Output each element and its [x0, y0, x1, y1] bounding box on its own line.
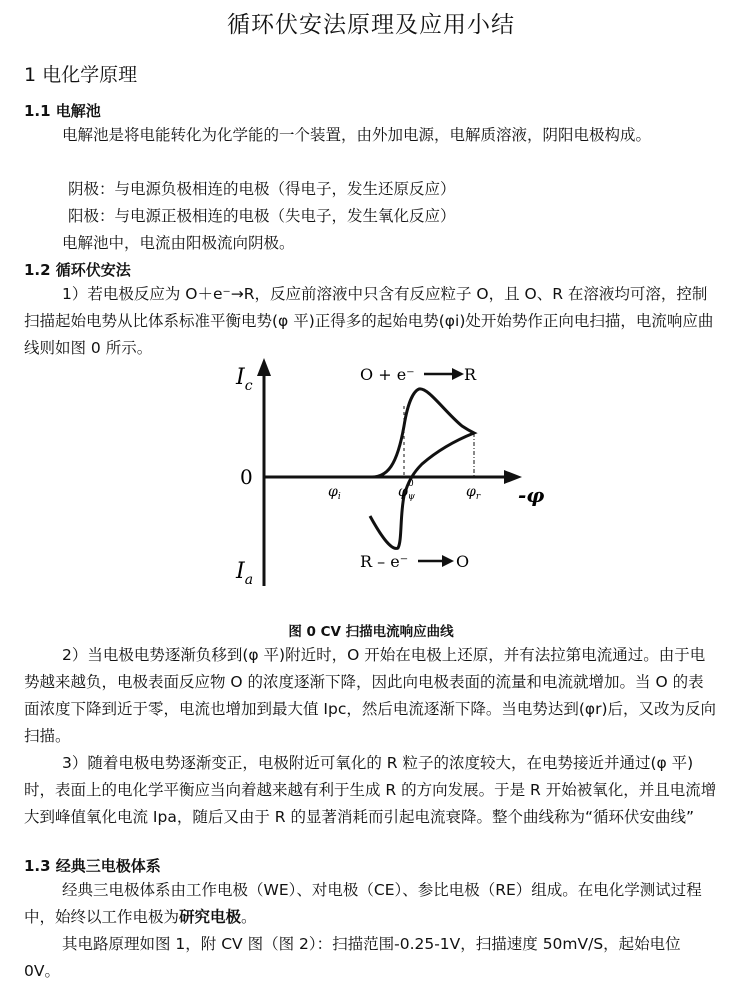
- paragraph-cv-step-1: 1）若电极反应为 O＋e⁻→R，反应前溶液中只含有反应粒子 O，且 O、R 在溶液均可溶，控制扫描起始电势从比体系标准平衡电势(φ 平)正得多的起始电势(φi)处开始势作正向电扫描，电流响应曲线则如图 0 所示。: [24, 285, 714, 357]
- phi-eq-label: $\varphi_\psi$: [398, 484, 415, 502]
- paragraph-electrolytic-cell: 电解池是将电能转化为化学能的一个装置，由外加电源，电解质溶液，阴阳电极构成。: [62, 126, 652, 144]
- phi-r-label: $\varphi_r$: [466, 484, 481, 502]
- figure-caption: 图 0 CV 扫描电流响应曲线: [288, 624, 454, 640]
- page-title: 循环伏安法原理及应用小结: [227, 12, 515, 38]
- zero-label: 0: [240, 465, 253, 489]
- cv-curve: [332, 389, 474, 549]
- subsection-heading-1-3: 1.3 经典三电极体系: [24, 857, 161, 875]
- three-electrode-text: 经典三电极体系由工作电极（WE）、对电极（CE）、参比电极（RE）组成。在电化学测试过程中，始终以工作电极为: [24, 881, 702, 926]
- oxidation-product-label: O: [456, 552, 470, 571]
- paragraph-circuit-principle: 其电路原理如图 1，附 CV 图（图 2）：扫描范围-0.25-1V，扫描速度 50mV/S，起始电位 0V。: [24, 935, 681, 980]
- three-electrode-end: 。: [241, 908, 257, 926]
- anode-definition: 阳极：与电源正极相连的电极（失电子，发生氧化反应）: [68, 207, 456, 225]
- current-axis-arrow: [257, 358, 271, 376]
- paragraph-cv-step-3: 3）随着电极电势逐渐变正，电极附近可氧化的 R 粒子的浓度较大，在电势接近并通过(φ 平)时，表面上的电化学平衡应当向着越来越有利于生成 R 的方向发展。于是 R 开始被氧化，并且电流增大到峰值氧化电流 Ipa，随后又由于 R 的显著消耗而引起电流衰降。整个曲线称为“循环伏安曲线”: [24, 754, 717, 826]
- reduction-reaction-label: O + e⁻: [360, 365, 415, 384]
- potential-axis-arrow: [504, 470, 522, 484]
- cathode-definition: 阴极：与电源负极相连的电极（得电子，发生还原反应）: [68, 180, 456, 198]
- phi-eq-superscript: 0: [408, 479, 414, 489]
- neg-phi-label: -φ: [518, 483, 545, 507]
- reduction-product-label: R: [464, 365, 477, 384]
- ia-label: $I_a$: [236, 559, 254, 588]
- research-electrode-emphasis: 研究电极: [179, 908, 242, 926]
- subsection-heading-1-2: 1.2 循环伏安法: [24, 261, 131, 279]
- subsection-heading-1-1: 1.1 电解池: [24, 102, 101, 120]
- paragraph-cv-step-2: 2）当电极电势逐渐负移到(φ 平)附近时，O 开始在电极上还原，并有法拉第电流通过。由于电势越来越负，电极表面反应物 O 的浓度逐渐下降，因此向电极表面的流量和电流就增加。当 O 的表面浓度下降到近于零，电流也增加到最大值 Ipc，然后电流逐渐下降。当电势达到(φr)后，又改为反向扫描。: [24, 646, 717, 745]
- paragraph-three-electrode: [24, 877, 718, 931]
- current-direction-text: 电解池中，电流由阳极流向阴极。: [62, 234, 295, 252]
- ic-label: $I_c$: [236, 365, 253, 394]
- cv-curve-figure: [222, 356, 552, 596]
- section-heading-1: 1 电化学原理: [24, 64, 138, 86]
- phi-i-label: $\varphi_i$: [328, 484, 341, 502]
- oxidation-reaction-label: R – e⁻: [360, 552, 409, 571]
